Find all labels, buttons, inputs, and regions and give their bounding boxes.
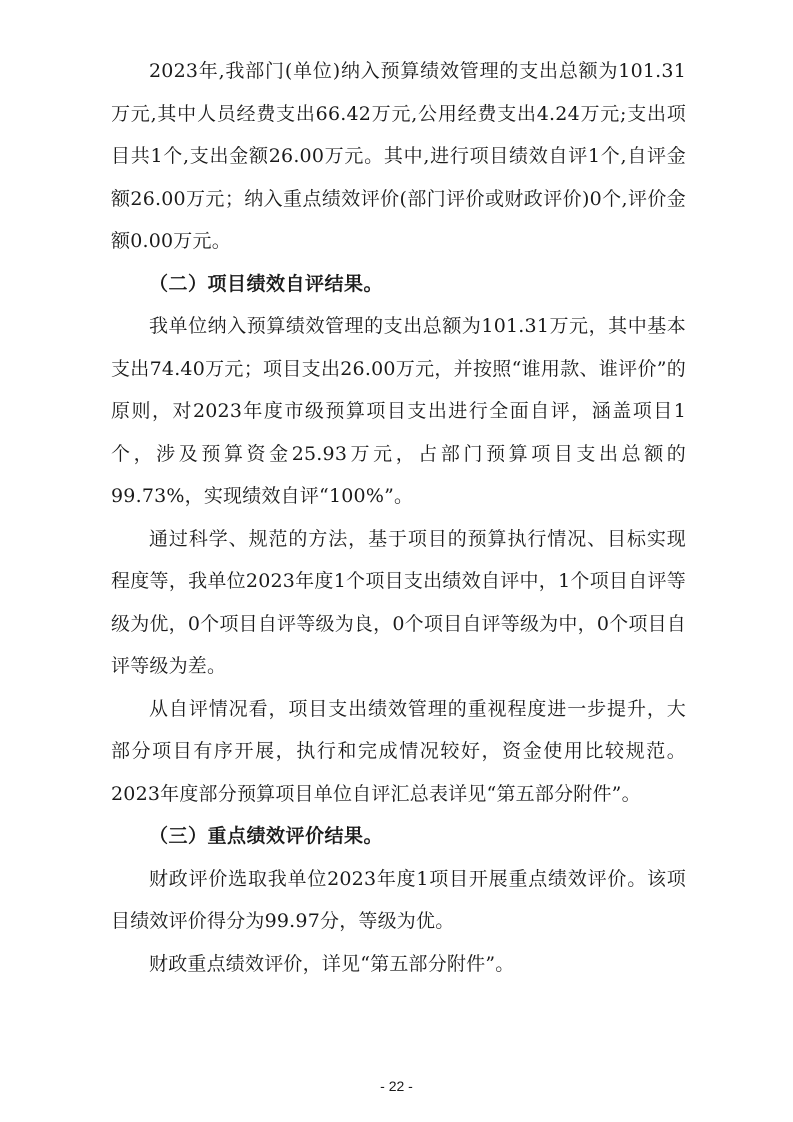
page-number: - 22 - <box>380 1078 413 1094</box>
section-heading-project-self-evaluation: （二）项目绩效自评结果。 <box>149 272 384 295</box>
paragraph-key-evaluation-result: 财政评价选取我单位2023年度1项目开展重点绩效评价。该项目绩效评价得分为99.97分，等级为优。 <box>111 867 686 932</box>
paragraph-self-evaluation-conclusion: 从自评情况看，项目支出绩效管理的重视程度进一步提升，大部分项目有序开展，执行和完成情况较好，资金使用比较规范。2023年度部分预算项目单位自评汇总表详见“第五部分附件”。 <box>111 697 686 805</box>
document-body <box>111 50 686 985</box>
paragraph-self-evaluation-scope: 我单位纳入预算绩效管理的支出总额为101.31万元，其中基本支出74.40万元；项目支出26.00万元，并按照“谁用款、谁评价”的原则，对2023年度市级预算项目支出进行全面自评，涵盖项目1个，涉及预算资金25.93万元，占部门预算项目支出总额的99.73%，实现绩效自评“100%”。 <box>111 315 686 507</box>
paragraph-key-evaluation-reference: 财政重点绩效评价，详见“第五部分附件”。 <box>149 952 515 975</box>
section-heading-key-evaluation: （三）重点绩效评价结果。 <box>149 825 384 847</box>
paragraph-expenditure-summary: 2023年,我部门(单位)纳入预算绩效管理的支出总额为101.31万元,其中人员经费支出66.42万元,公用经费支出4.24万元;支出项目共1个,支出金额26.00万元。其中,进行项目绩效自评1个,自评金额26.00万元；纳入重点绩效评价(部门评价或财政评价)0个,评价金额0.00万元。 <box>111 60 686 252</box>
paragraph-self-evaluation-grades: 通过科学、规范的方法，基于项目的预算执行情况、目标实现程度等，我单位2023年度1个项目支出绩效自评中，1个项目自评等级为优，0个项目自评等级为良，0个项目自评等级为中，0个项目自评等级为差。 <box>111 527 686 677</box>
